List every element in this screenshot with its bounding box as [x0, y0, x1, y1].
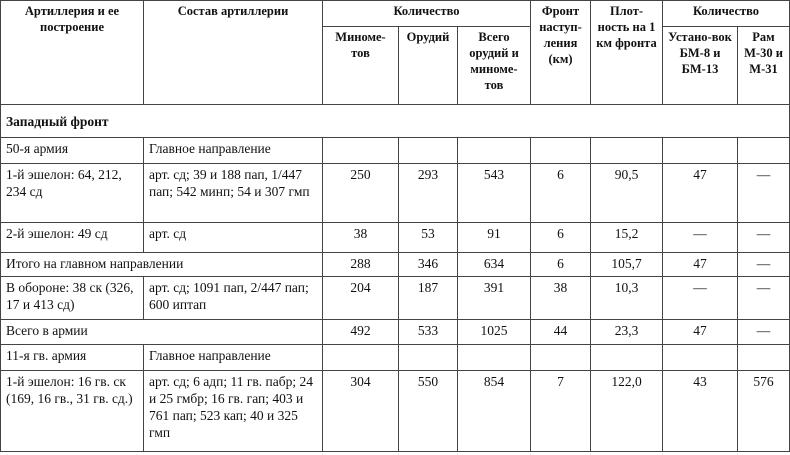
row-value: 38: [323, 223, 399, 253]
row-value: 47: [663, 253, 738, 277]
row-value: 10,3: [591, 277, 663, 320]
header-front: Фронт наступ-ления (км): [531, 1, 591, 105]
row-value: [458, 138, 531, 164]
row-composition: Главное направление: [144, 345, 323, 371]
table-row: [1, 138, 790, 164]
row-value: 187: [399, 277, 458, 320]
header-quantity2: Количество: [663, 1, 790, 27]
header-mortars: Миноме-тов: [323, 27, 399, 105]
row-value: 204: [323, 277, 399, 320]
header-density: Плот-ность на 1 км фронта: [591, 1, 663, 105]
row-value: 7: [531, 371, 591, 452]
row-value: [323, 345, 399, 371]
row-value: 492: [323, 320, 399, 345]
table-row: [1, 345, 790, 371]
row-value: —: [738, 253, 790, 277]
header-bm: Устано-вок БМ-8 и БМ-13: [663, 27, 738, 105]
row-value: —: [663, 223, 738, 253]
row-value: 854: [458, 371, 531, 452]
row-value: 391: [458, 277, 531, 320]
table-row: [1, 277, 790, 320]
header-total: Всего орудий и миноме-тов: [458, 27, 531, 105]
row-value: [663, 345, 738, 371]
row-value: 576: [738, 371, 790, 452]
row-value: 47: [663, 164, 738, 223]
row-value: —: [663, 277, 738, 320]
table-row: [1, 164, 790, 223]
row-value: 293: [399, 164, 458, 223]
row-value: [399, 345, 458, 371]
row-composition: Главное направление: [144, 138, 323, 164]
row-value: 43: [663, 371, 738, 452]
row-value: [738, 345, 790, 371]
row-value: 122,0: [591, 371, 663, 452]
row-value: 53: [399, 223, 458, 253]
row-composition: арт. сд; 6 адп; 11 гв. пабр; 24 и 25 гмбр; 16 гв. гап; 403 и 761 пап; 523 кап; 40 и 325 гмп: [144, 371, 323, 452]
row-artillery: Итого на главном направлении: [1, 253, 323, 277]
table-row: [1, 253, 790, 277]
row-composition: арт. сд; 1091 пап, 2/447 пап; 600 иптап: [144, 277, 323, 320]
row-value: [399, 138, 458, 164]
row-value: [531, 345, 591, 371]
row-value: —: [738, 320, 790, 345]
row-value: —: [738, 223, 790, 253]
row-artillery: 11-я гв. армия: [1, 345, 144, 371]
row-value: [591, 345, 663, 371]
row-value: 15,2: [591, 223, 663, 253]
row-artillery: В обороне: 38 ск (326, 17 и 413 сд): [1, 277, 144, 320]
row-value: 533: [399, 320, 458, 345]
row-value: [738, 138, 790, 164]
row-value: 1025: [458, 320, 531, 345]
row-artillery: 1-й эшелон: 16 гв. ск (169, 16 гв., 31 гв. сд.): [1, 371, 144, 452]
row-value: [531, 138, 591, 164]
row-value: [458, 345, 531, 371]
table-row: [1, 320, 790, 345]
row-value: 6: [531, 253, 591, 277]
table-row: [1, 371, 790, 452]
row-value: [591, 138, 663, 164]
row-composition: арт. сд: [144, 223, 323, 253]
header-ram: Рам М-30 и М-31: [738, 27, 790, 105]
row-artillery: 50-я армия: [1, 138, 144, 164]
header-guns: Орудий: [399, 27, 458, 105]
header-quantity: Количество: [323, 1, 531, 27]
table-row: [1, 223, 790, 253]
row-value: —: [738, 164, 790, 223]
row-value: —: [738, 277, 790, 320]
row-value: [323, 138, 399, 164]
row-composition: арт. сд; 39 и 188 пап, 1/447 пап; 542 минп; 54 и 307 гмп: [144, 164, 323, 223]
row-value: 23,3: [591, 320, 663, 345]
row-value: [663, 138, 738, 164]
section-western-front: Западный фронт: [1, 105, 790, 138]
header-artillery: Артиллерия и ее построение: [1, 1, 144, 105]
row-value: 288: [323, 253, 399, 277]
row-value: 250: [323, 164, 399, 223]
row-value: 346: [399, 253, 458, 277]
row-value: 6: [531, 164, 591, 223]
row-value: 543: [458, 164, 531, 223]
row-value: 90,5: [591, 164, 663, 223]
row-artillery: 2-й эшелон: 49 сд: [1, 223, 144, 253]
header-composition: Состав артиллерии: [144, 1, 323, 105]
row-value: 38: [531, 277, 591, 320]
row-value: 91: [458, 223, 531, 253]
row-value: 550: [399, 371, 458, 452]
row-artillery: 1-й эшелон: 64, 212, 234 сд: [1, 164, 144, 223]
row-value: 304: [323, 371, 399, 452]
row-value: 44: [531, 320, 591, 345]
row-artillery: Всего в армии: [1, 320, 323, 345]
row-value: 47: [663, 320, 738, 345]
row-value: 105,7: [591, 253, 663, 277]
row-value: 6: [531, 223, 591, 253]
row-value: 634: [458, 253, 531, 277]
